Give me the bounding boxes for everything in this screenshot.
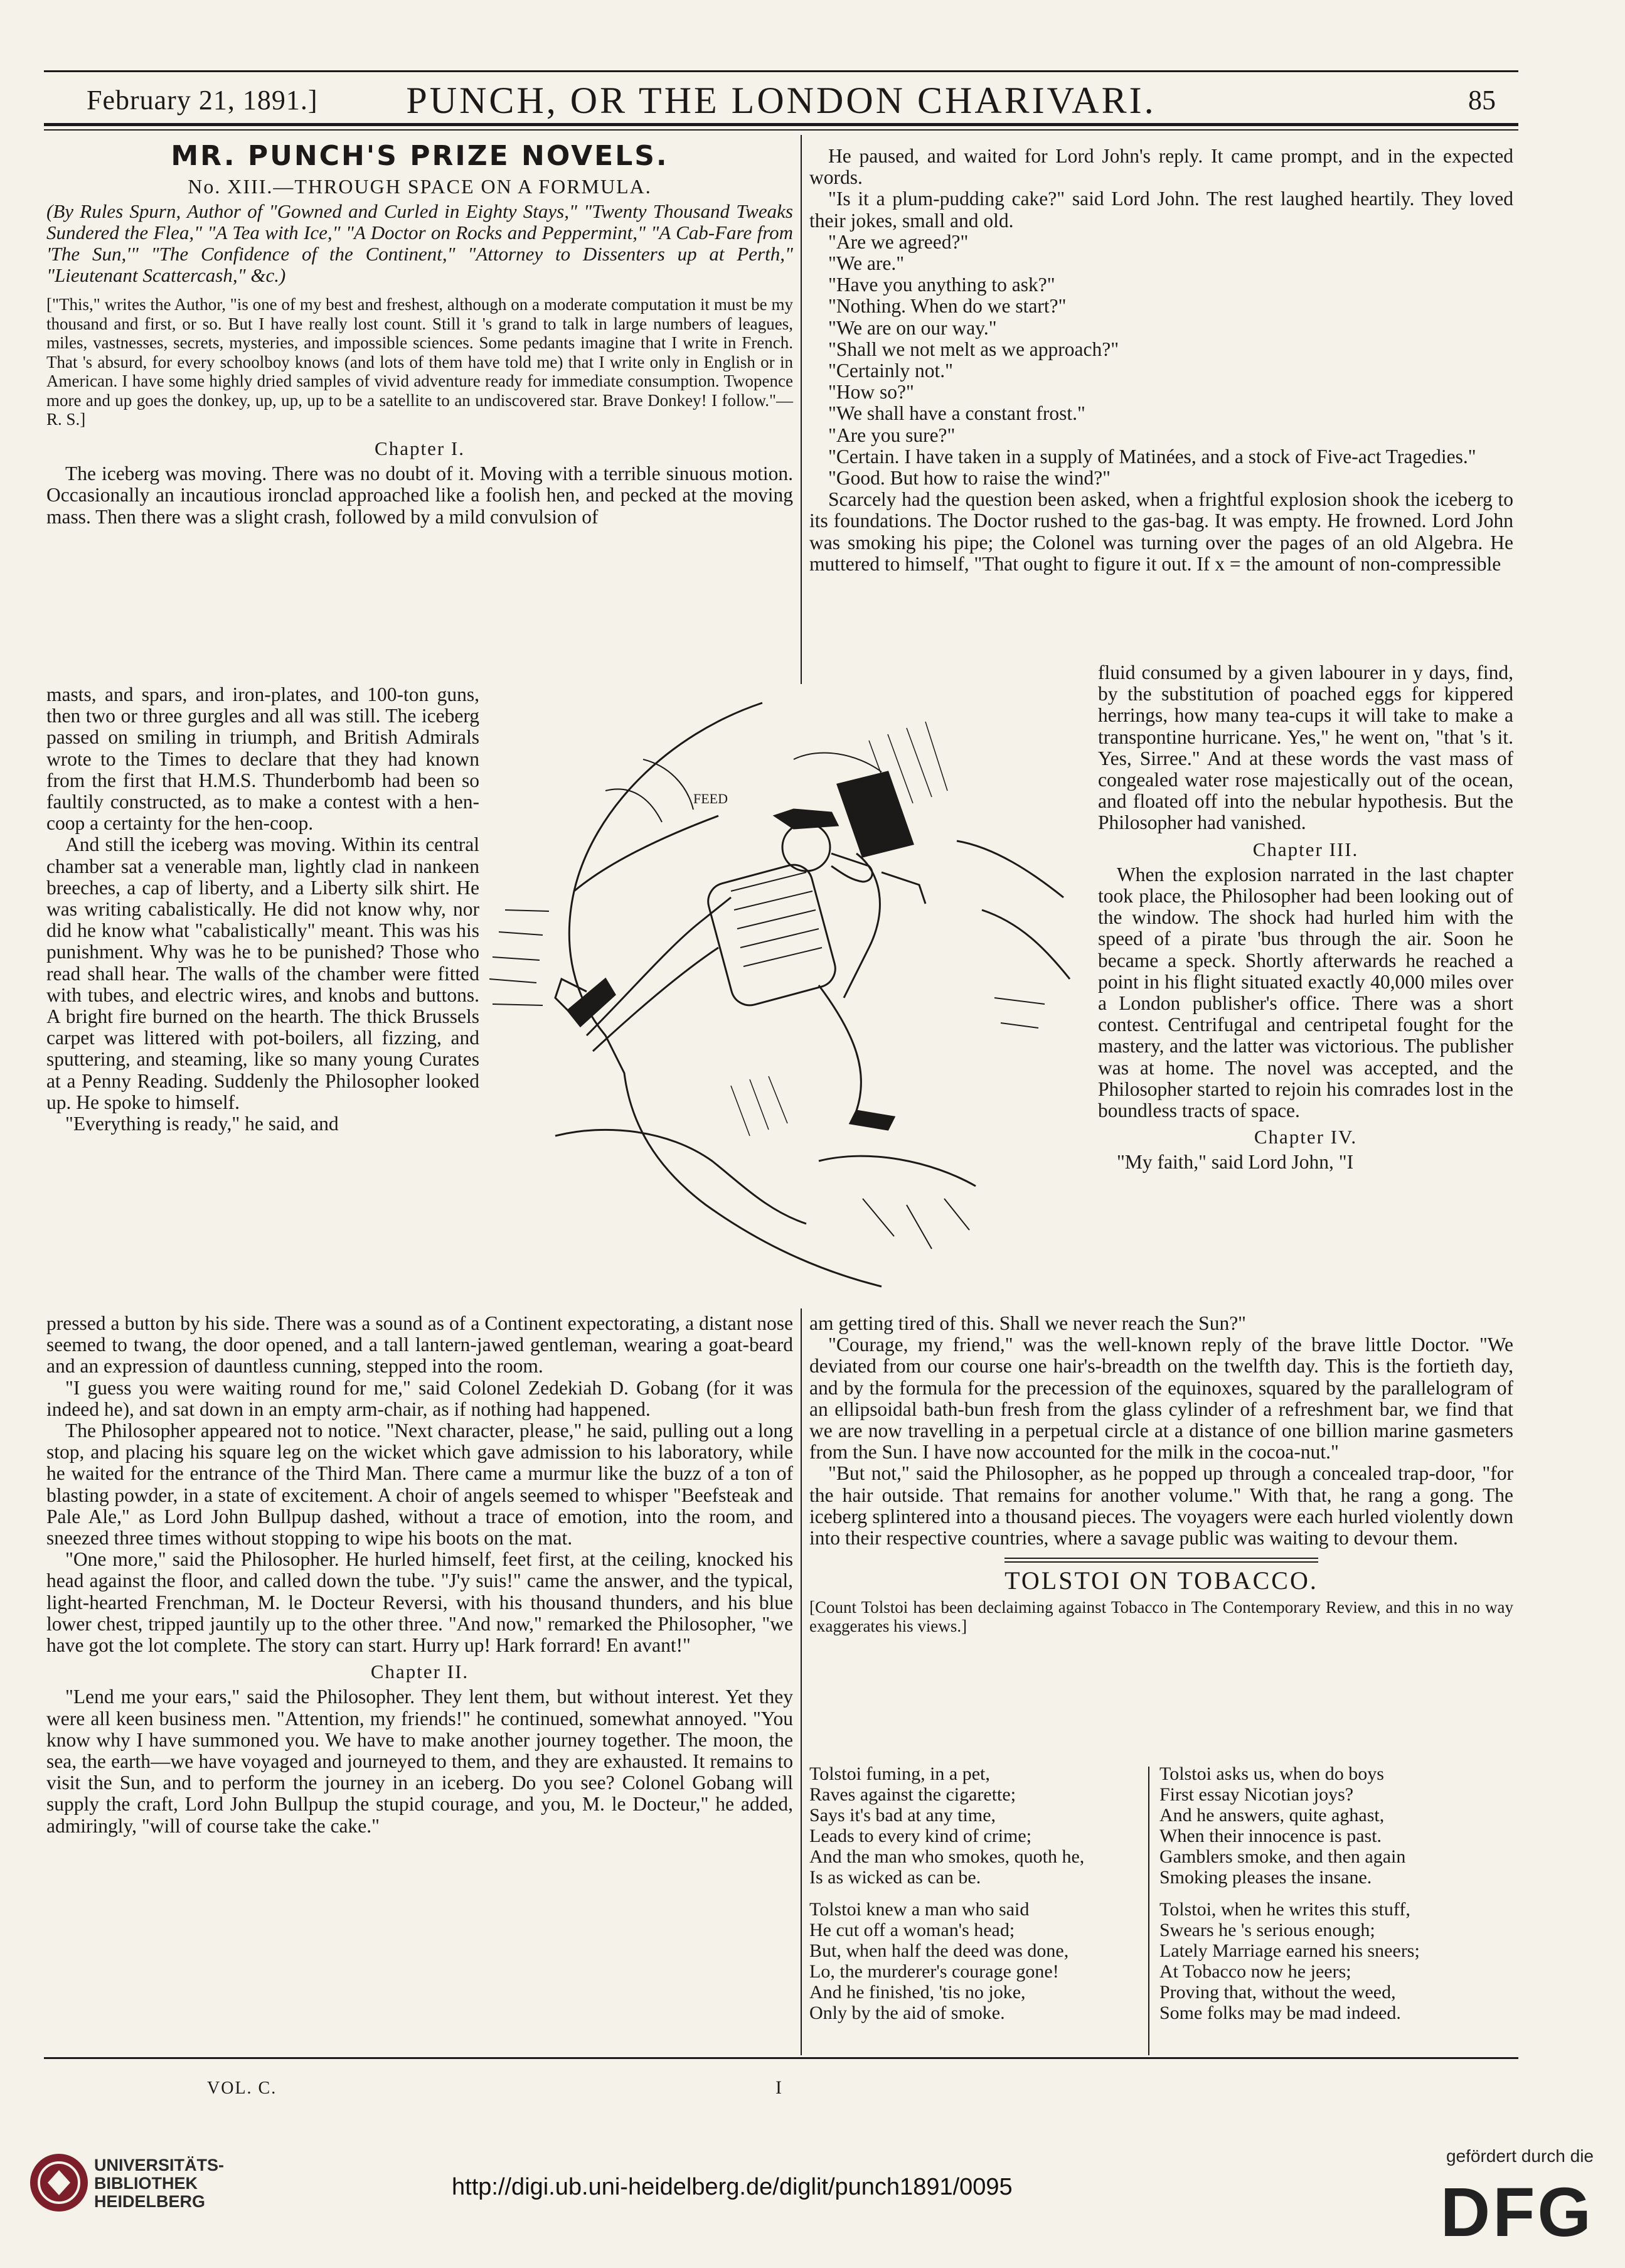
poem-line: Tolstoi fuming, in a pet, [809, 1763, 990, 1784]
poem-line: Raves against the cigarette; [809, 1784, 1016, 1805]
article-subtitle: No. XIII.—THROUGH SPACE ON A FORMULA. [188, 175, 652, 198]
poem-line: Swears he 's serious enough; [1159, 1920, 1375, 1940]
paragraph: "Certain. I have taken in a supply of Matinées, and a stock of Five-act Tragedies." [828, 445, 1476, 468]
chapter-heading: Chapter III. [1252, 838, 1359, 860]
poem-line: Is as wicked as can be. [809, 1867, 981, 1888]
paragraph: "But not," said the Philosopher, as he popped up through a concealed trap-door, "for the hair outside. That remains for another volume." With that, he rang a gong. The iceberg splintered into a thousand pieces. The voyagers were each hurled violently down into their respective countries, where a savage public was waiting to devour them. [809, 1462, 1513, 1549]
funding-label: gefördert durch die [1446, 2146, 1594, 2166]
dialogue-line: "Are you sure?" [828, 424, 956, 446]
poem-line: When their innocence is past. [1159, 1826, 1382, 1846]
footer-rule [44, 2057, 1518, 2059]
poem-line: Gamblers smoke, and then again [1159, 1846, 1406, 1867]
column-divider-lower [801, 1308, 802, 2055]
illustration [480, 684, 1092, 1305]
header-rule-thin [44, 129, 1518, 131]
library-seal-icon [30, 2154, 88, 2212]
header-rule-bottom [44, 123, 1518, 126]
poem-line: He cut off a woman's head; [809, 1920, 1015, 1940]
poem-stanza [809, 1899, 1139, 2023]
paragraph: "I guess you were waiting round for me," said Colonel Zedekiah D. Gobang (for it was indeed he), and sat down in an empty arm-chair, as if nothing had happened. [46, 1376, 793, 1420]
paragraph: pressed a button by his side. There was a sound as of a Continent expectorating, a distant nose seemed to twang, the door opened, and a tall lantern-jawed gentleman, wearing a goat-beard and an expression of dauntless cunning, stepped into the room. [46, 1312, 793, 1377]
column-divider [801, 135, 802, 684]
paragraph: The iceberg was moving. There was no doubt of it. Moving with a terrible sinuous motion. Occasionally an incautious ironclad approached like a foolish hen, and pecked at the moving mass. Then there was a slight crash, followed by a mild convulsion of [46, 463, 793, 528]
right-column-top [809, 146, 1513, 575]
poem-line: And he finished, 'tis no joke, [809, 1982, 1026, 2003]
dfg-logo: DFG [1440, 2174, 1594, 2251]
poem-line: First essay Nicotian joys? [1159, 1784, 1354, 1805]
paragraph: "One more," said the Philosopher. He hurled himself, feet first, at the ceiling, knocked his head against the floor, and called down the tube. "J'y suis!" came the answer, and the typical, light-hearted Frenchman, M. le Docteur Reversi, with his thousand thunders, and his blue lower chest, tripped jauntily up to the other three. "And now," remarked the Philosopher, "we have got the lot complete. The story can start. Hurry up! Hark forrard! En avant!" [46, 1548, 793, 1657]
source-url-link[interactable]: http://digi.ub.uni-heidelberg.de/diglit/punch1891/0095 [452, 2174, 1013, 2200]
paragraph: He paused, and waited for Lord John's reply. It came prompt, and in the expected words. [809, 145, 1513, 189]
left-column-top [46, 140, 793, 528]
poem-line: Only by the aid of smoke. [809, 2003, 1005, 2023]
dialogue-line: "Are we agreed?" [828, 230, 969, 253]
issue-date: February 21, 1891.] [87, 85, 318, 115]
section-divider [1004, 1558, 1318, 1563]
dialogue-line: "We are on our way." [828, 316, 997, 339]
poem-line: And the man who smokes, quoth he, [809, 1846, 1085, 1867]
poem-line: Leads to every kind of crime; [809, 1826, 1032, 1846]
poem-line: Tolstoi knew a man who said [809, 1899, 1030, 1920]
volume-label: VOL. C. [207, 2078, 277, 2098]
dialogue-line: "We are." [828, 252, 905, 275]
paragraph: When the explosion narrated in the last chapter took place, the Philosopher had been looking out of the window. The shock had hurled him with the speed of a pirate 'bus through the air. Soon he became a speck. Shortly afterwards he reached a point in his flight situated exactly 40,000 miles over a London publisher's office. There was a short contest. Centrifugal and centripetal fought for the mastery, and the latter was victorious. The publisher was at home. The novel was accepted, and the Philosopher started to rejoin his comrades lost in the boundless tracts of space. [1098, 863, 1513, 1122]
right-column-bottom [809, 1313, 1513, 1635]
figure-of-philosopher [555, 772, 925, 1130]
paragraph: masts, and spars, and iron-plates, and 100-ton guns, then two or three gurgles and all was still. The iceberg passed on smiling in triumph, and British Admirals wrote to the Times to declare that they had known from the first that H.M.S. Thunderbomb had been so faultily constructed, as to make a contest with a hen-coop a certainty for the hen-coop. [46, 683, 479, 835]
paragraph: "Courage, my friend," was the well-known reply of the brave little Doctor. "We deviated from our course one hair's-breadth on the twelfth day. This is the fortieth day, and by the formula for the precession of the equinoxes, squared by the parallelogram of an ellipsoidal bath-bun fresh from the glass cylinder of a refreshment bar, we find that we are now travelling in a perpetual circle at a distance of one billion marine gasmeters from the Sun. I have now accounted for the milk in the cocoa-nut." [809, 1334, 1513, 1463]
paragraph: "Is it a plum-pudding cake?" said Lord John. The rest laughed heartily. They loved their jokes, small and old. [809, 188, 1513, 232]
dialogue-line: "How so?" [828, 381, 914, 404]
poem-line: Tolstoi, when he writes this stuff, [1159, 1899, 1410, 1920]
publication-title: PUNCH, OR THE LONDON CHARIVARI. [406, 80, 1156, 121]
paragraph: "Good. But how to raise the wind?" [828, 467, 1111, 489]
poem-line: At Tobacco now he jeers; [1159, 1961, 1351, 1982]
right-wrap-text [1098, 662, 1513, 1174]
left-wrap-text [46, 684, 479, 1135]
poem-title: TOLSTOI ON TOBACCO. [1004, 1566, 1318, 1595]
dialogue-line: "Certainly not." [828, 360, 953, 382]
dialogue-line: "Nothing. When do we start?" [828, 295, 1067, 318]
library-name [94, 2156, 224, 2211]
poem-note: [Count Tolstoi has been declaiming against Tobacco in The Contemporary Review, and this in no way exaggerates his views.] [809, 1598, 1513, 1636]
poem-divider [1148, 1767, 1149, 2055]
poem-line: Tolstoi asks us, when do boys [1159, 1763, 1384, 1784]
signature-mark: I [775, 2077, 782, 2098]
poem-left-column [809, 1763, 1139, 2035]
header-rule-top [44, 70, 1518, 72]
author-preface: ["This," writes the Author, "is one of my best and freshest, although on a moderate computation it must be my thousand and first, or so. But I have really lost count. Still it 's grand to talk in large numbers of leagues, miles, vastnesses, secrets, mysteries, and impossible sciences. Some pedants imagine that I write in French. That 's absurd, for every schoolboy knows (and lots of them have told me) that I write only in English or in American. I have some highly dried samples of vivid adventure ready for immediate consumption. Twopence more and up goes the donkey, up, up, up to be a satellite to an undiscovered star. Brave Donkey! I follow."—R. S.] [46, 295, 793, 429]
paragraph: "Everything is ready," he said, and [65, 1113, 339, 1135]
left-column-bottom [46, 1313, 793, 1837]
library-name-line: HEIDELBERG [94, 2192, 206, 2211]
dialogue-line: "Shall we not melt as we approach?" [828, 338, 1119, 360]
chapter-heading: Chapter IV. [1254, 1126, 1358, 1148]
page-number: 85 [1468, 85, 1496, 115]
illustrator-signature: FEED [693, 791, 728, 806]
poem-line: Some folks may be mad indeed. [1159, 2003, 1401, 2023]
paragraph: "My faith," said Lord John, "I [1117, 1151, 1354, 1174]
poem-line: Lo, the murderer's courage gone! [809, 1961, 1059, 1982]
poem-line: Proving that, without the weed, [1159, 1982, 1396, 2003]
article-byline: (By Rules Spurn, Author of "Gowned and Curled in Eighty Stays," "Twenty Thousand Tweaks Sundered the Flea," "A Tea with Ice," "A Doctor on Rocks and Peppermint," "A Cab-Fare from 'The Sun,'" "The Confidence of the Continent," "Attorney to Dissenters up at Perth," "Lieutenant Scattercash," &c.) [46, 200, 793, 287]
article-title: MR. PUNCH'S PRIZE NOVELS. [171, 140, 669, 172]
iceberg-drawing [489, 703, 1070, 1286]
paragraph: Scarcely had the question been asked, when a frightful explosion shook the iceberg to its foundations. The Doctor rushed to the gas-bag. It was empty. He frowned. Lord John was smoking his pipe; the Colonel was turning over the pages of an old Algebra. He muttered to himself, "That ought to figure it out. If x = the amount of non-compressible [809, 488, 1513, 575]
dialogue-line: "Have you anything to ask?" [828, 274, 1055, 296]
library-name-line: UNIVERSITÄTS- [94, 2156, 225, 2174]
chapter-heading: Chapter I. [375, 437, 465, 459]
poem-line: But, when half the deed was done, [809, 1940, 1069, 1961]
paragraph: "Lend me your ears," said the Philosopher. They lent them, but without interest. Yet they were all keen business men. "Attention, my friends!" he continued, somewhat annoyed. "You know why I have summoned you. We have to make another journey together. The moon, the sea, the earth—we have voyaged and journeyed to them, and they are exhausted. It remains to visit the Sun, and to perform the journey in an iceberg. Do you see? Colonel Gobang will supply the craft, Lord John Bullpup the stupid courage, and you, M. le Docteur," he added, admiringly, "will of course take the cake." [46, 1686, 793, 1837]
paragraph: fluid consumed by a given labourer in y days, find, by the substitution of poached eggs for kippered herrings, how many tea-cups it will take to make a transpontine hurricane. Yes," he went on, "that 's it. Yes, Sirree." And at these words the vast mass of congealed water rose majestically out of the ocean, and floated off into the nebular hypothesis. But the Philosopher had vanished. [1098, 661, 1513, 834]
poem-line: Lately Marriage earned his sneers; [1159, 1940, 1420, 1961]
paragraph: And still the iceberg was moving. Within its central chamber sat a venerable man, lightly clad in nankeen breeches, a cap of liberty, and a Liberty silk shirt. He was writing cabalistically. He did not know why, nor did he know what "cabalistically" meant. This was his punishment. Why was he to be punished? Those who read shall hear. The walls of the chamber were fitted with tubes, and electric wires, and knobs and buttons. A bright fire burned on the hearth. The thick Brussels carpet was littered with pot-boilers, all fizzing, and sputtering, and steaming, like so many young Curates at a Penny Reading. Suddenly the Philosopher looked up. He spoke to himself. [46, 833, 479, 1113]
poem-stanza [1159, 1763, 1514, 1888]
poem-line: Smoking pleases the insane. [1159, 1867, 1372, 1888]
paragraph: The Philosopher appeared not to notice. "Next character, please," he said, pulling out a long stop, and placing his square leg on the wicket which gave admission to his laboratory, while he waited for the entrance of the Third Man. There came a murmur like the buzz of a ton of blasting powder, in a state of excitement. A choir of angels seemed to whisper "Beefsteak and Pale Ale," as Lord John Bullpup dashed, without a trace of emotion, into the room, and sneezed three times without stopping to wipe his boots on the mat. [46, 1420, 793, 1549]
poem-line: And he answers, quite aghast, [1159, 1805, 1385, 1826]
poem-stanza [1159, 1899, 1514, 2023]
poem-line: Says it's bad at any time, [809, 1805, 996, 1826]
library-name-line: BIBLIOTHEK [94, 2174, 198, 2193]
paragraph: am getting tired of this. Shall we never reach the Sun?" [809, 1312, 1247, 1334]
dialogue-line: "We shall have a constant frost." [828, 402, 1085, 425]
poem-right-column [1159, 1763, 1514, 2035]
poem-stanza [809, 1763, 1139, 1888]
chapter-heading: Chapter II. [370, 1661, 469, 1683]
